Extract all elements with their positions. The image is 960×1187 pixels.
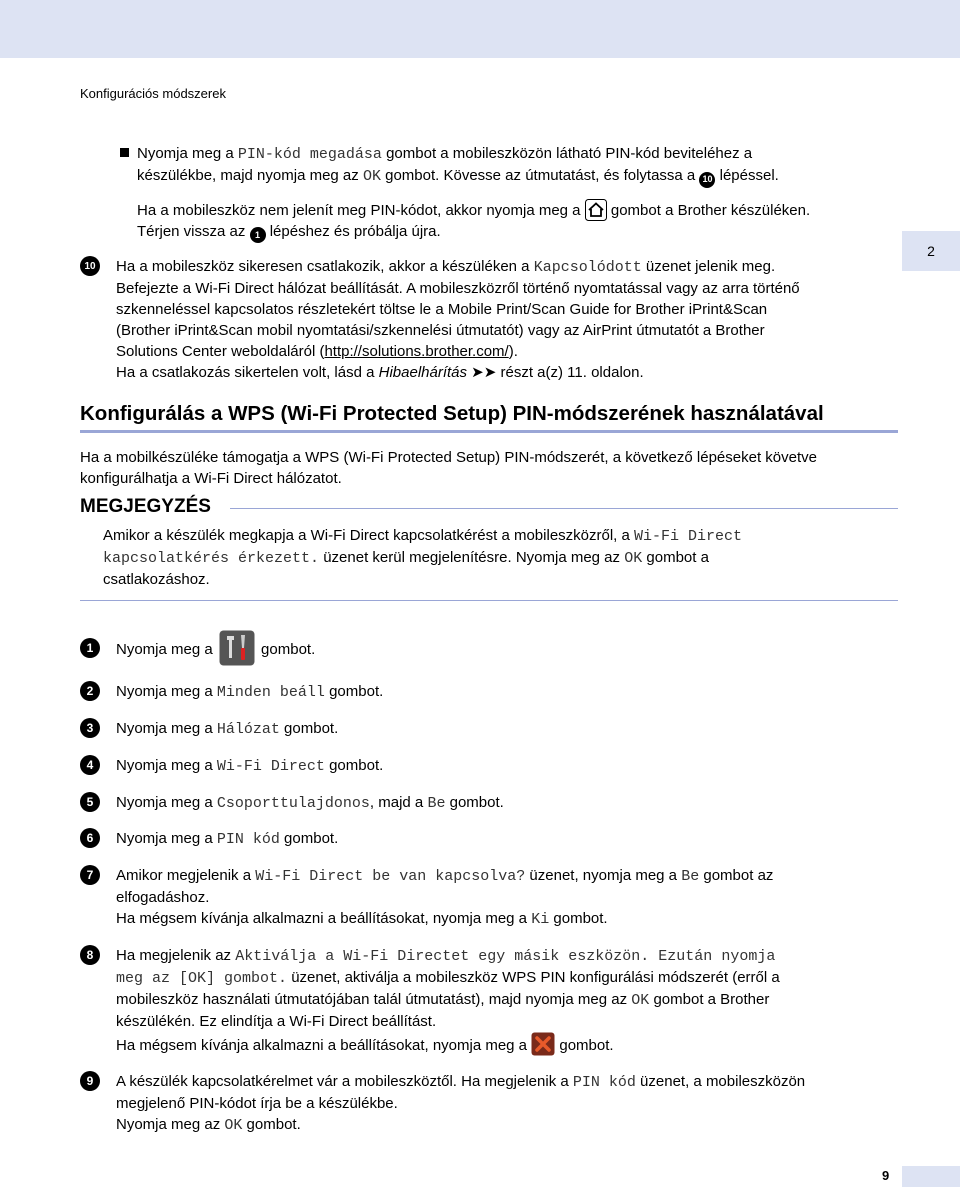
line [116,989,780,1011]
line: Ha a mobilkészüléke támogatja a WPS (Wi-Fi Protected Setup) PIN-módszerét, a következő lépéseket követve [80,449,817,466]
text: gombot. [279,830,339,847]
step-number-7: 7 [80,865,100,885]
text: üzenet jelenik meg. [641,258,776,275]
note-rule [230,508,898,509]
code-text: OK [624,550,643,567]
text: mobileszköz használati útmutatójában talál útmutatást), majd nyomja meg az [116,991,632,1008]
step-number-1: 1 [80,638,100,658]
chapter-tab [902,231,960,271]
step-8-text [116,945,780,1056]
line: konfigurálhatja a Wi-Fi Direct hálózatot. [80,470,342,487]
line [116,967,780,989]
text: lépéssel. [715,167,779,184]
settings-tools-icon [219,630,255,666]
text: Nyomja meg a [116,720,217,737]
line [116,256,800,278]
line: (Brother iPrint&Scan mobil nyomtatási/szkennelési útmutatót) vagy az AirPrint útmutatót a Brother [116,322,765,339]
step-4-text [116,755,383,777]
text: gombot a mobileszközön látható PIN-kód beviteléhez a [381,145,753,162]
code-text: PIN kód [572,1074,636,1091]
bullet-item [120,143,810,243]
step-7-text [116,865,773,930]
step-number-3: 3 [80,718,100,738]
text: Térjen vissza az [137,222,250,240]
double-arrow-icon: ➤➤ [467,364,501,381]
code-text: Wi-Fi Direct [634,528,743,545]
step-number-8: 8 [80,945,100,965]
troubleshooting-ref: Hibaelhárítás [378,364,468,381]
step-number-6: 6 [80,828,100,848]
text: A készülék kapcsolatkérelmet vár a mobileszköztől. Ha megjelenik a [116,1073,573,1090]
footer-band [902,1166,960,1187]
text: , majd a [369,794,428,811]
text: Nyomja meg a [116,757,217,774]
note-body [103,525,742,590]
step-ref-badge: 1 [250,227,266,243]
step-2-text [116,681,383,703]
line: Befejezte a Wi-Fi Direct hálózat beállítását. A mobileszközről történő nyomtatással vagy az arra történő [116,280,800,297]
running-header: Konfigurációs módszerek [80,86,226,101]
text: Nyomja meg a [116,683,217,700]
line [116,908,773,930]
code-text: Ki [531,911,550,928]
line [116,362,800,383]
line [116,865,773,887]
text: gombot az [699,867,774,884]
text: gombot. [555,1037,614,1054]
text: Nyomja meg a [116,830,217,847]
text: gombot. Kövesse az útmutatást, és folytassa a [380,167,700,184]
line: szkenneléssel kapcsolatos részletekért töltse le a Mobile Print/Scan Guide for Brother iPrint&Scan [116,301,768,318]
text: gombot a [642,549,709,566]
text: gombot. [324,757,384,774]
code-text: Wi-Fi Direct be van kapcsolva? [255,868,526,885]
text: gombot. [549,910,608,927]
step-ref-badge: 10 [699,172,715,188]
step-1-text [116,630,315,668]
text: Ha megjelenik az [116,947,236,964]
step-number-2: 2 [80,681,100,701]
text: Ha a mobileszköz nem jelenít meg PIN-kódot, akkor nyomja meg a [137,201,585,219]
step-9-text [116,1071,805,1136]
step-number-5: 5 [80,792,100,812]
section-title: Konfigurálás a WPS (Wi-Fi Protected Setup) PIN-módszerének használatával [80,402,824,425]
code-text: Be [427,795,446,812]
text: Ha a mobileszköz sikeresen csatlakozik, akkor a készüléken a [116,258,534,275]
text: ). [508,343,518,360]
line [116,945,780,967]
note-title: MEGJEGYZÉS [80,496,211,517]
text: üzenet, a mobileszközön [635,1073,806,1090]
line [103,547,742,569]
step-number-4: 4 [80,755,100,775]
bullet-line-1 [120,143,810,165]
bullet-line-2 [120,165,810,188]
text: üzenet, nyomja meg a [525,867,682,884]
text: készülékbe, majd nyomja meg az [137,167,363,184]
text: Solutions Center weboldaláról ( [116,343,325,360]
line [103,525,742,547]
text: gombot a Brother [649,991,770,1008]
page-number: 9 [882,1168,890,1183]
step-6-text [116,828,338,850]
code-text: PIN-kód megadása [237,146,382,163]
code-text: OK [224,1117,243,1134]
text: üzenet, aktiválja a mobileszköz WPS PIN konfigurálási módszerét (erről a [287,969,780,986]
code-text: Aktiválja a Wi-Fi Directet egy másik eszközön. Ezután nyomja [235,948,776,965]
text: gombot. [242,1116,301,1133]
step-number-10: 10 [80,256,100,276]
text: Ha mégsem kívánja alkalmazni a beállításokat, nyomja meg a [116,910,532,927]
code-text: Csoporttulajdonos [216,795,370,812]
line: készülékén. Ez elindítja a Wi-Fi Direct beállítást. [116,1013,437,1030]
text: Amikor megjelenik a [116,867,256,884]
chapter-tab-label: 2 [927,243,935,259]
code-text: meg az [OK] gombot. [116,970,288,987]
code-text: OK [362,168,381,185]
code-text: Kapcsolódott [533,259,642,276]
solutions-link[interactable]: http://solutions.brother.com/ [324,343,509,360]
line: csatlakozáshoz. [103,571,210,588]
step-3-text [116,718,338,740]
text: Amikor a készülék megkapja a Wi-Fi Direct kapcsolatkérést a mobileszközről, a [103,527,635,544]
code-text: kapcsolatkérés érkezett. [103,550,320,567]
text: gombot. [445,794,504,811]
step-number-9: 9 [80,1071,100,1091]
line [116,1071,805,1093]
line: elfogadáshoz. [116,889,210,906]
square-bullet-icon [120,148,129,157]
section-rule [80,430,898,433]
cancel-x-icon [531,1032,555,1056]
bullet-line-4 [120,221,810,244]
code-text: Minden beáll [216,684,325,701]
top-band [0,0,960,58]
text: Ha a csatlakozás sikertelen volt, lásd a [116,364,379,381]
code-text: Be [681,868,700,885]
step-5-text [116,792,504,814]
text: Nyomja meg a [137,145,238,162]
line [116,341,800,362]
text: Ha mégsem kívánja alkalmazni a beállításokat, nyomja meg a [116,1037,532,1054]
text: Nyomja meg a [116,794,217,811]
text: részt a(z) 11. oldalon. [500,364,644,381]
text: üzenet kerül megjelenítésre. Nyomja meg az [319,549,625,566]
code-text: PIN kód [216,831,280,848]
line: megjelenő PIN-kódot írja be a készülékbe. [116,1095,398,1112]
home-icon [585,199,607,221]
code-text: Hálózat [216,721,280,738]
section-intro [80,447,817,489]
code-text: OK [631,992,650,1009]
text: Nyomja meg a [116,641,217,658]
text: gombot. [256,641,316,658]
text: gombot. [279,720,339,737]
step-10-text [116,256,800,383]
text: gombot a Brother készüléken. [606,201,811,219]
code-text: Wi-Fi Direct [216,758,325,775]
text: Nyomja meg az [116,1116,225,1133]
text: gombot. [324,683,384,700]
line [116,1114,805,1136]
line [116,1032,780,1056]
text: lépéshez és próbálja újra. [265,222,441,240]
note-bottom-rule [80,600,898,601]
bullet-line-3 [120,199,810,221]
